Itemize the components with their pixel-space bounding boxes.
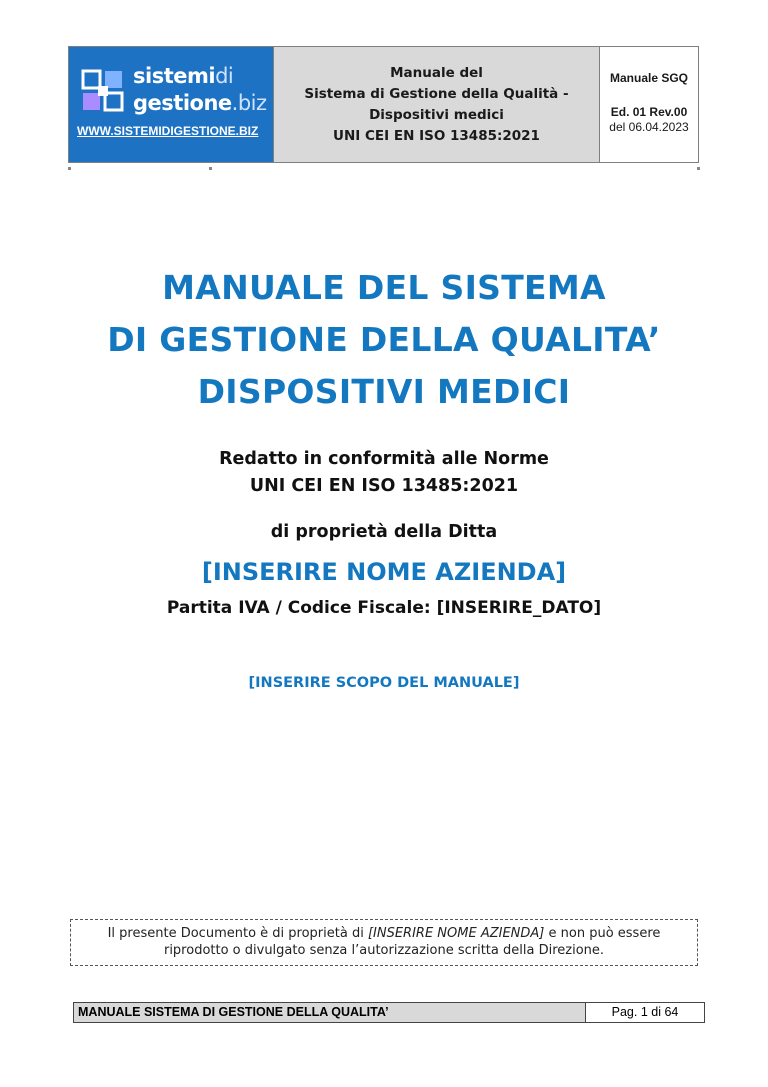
main-title-line: DI GESTIONE DELLA QUALITA’: [107, 320, 661, 359]
notice-line-2: riprodotto o divulgato senza l’autorizzazione scritta della Direzione.: [163, 943, 605, 958]
conformity-standard: UNI CEI EN ISO 13485:2021: [249, 476, 519, 496]
logo-wordmark-top: [133, 64, 233, 88]
revision-date: del 06.04.2023: [609, 120, 689, 134]
notice-text: e non può essere: [544, 926, 661, 941]
header-meta: [600, 47, 698, 162]
header-tick-mark: [209, 167, 212, 170]
main-title-line: MANUALE DEL SISTEMA: [162, 268, 606, 307]
page-footer: [73, 1002, 705, 1023]
main-title: [0, 262, 768, 418]
notice-line-1: [71, 925, 697, 942]
doc-code: Manuale SGQ: [609, 71, 689, 85]
manual-scope-placeholder: [INSERIRE SCOPO DEL MANUALE]: [248, 675, 520, 691]
ownership-label: di proprietà della Ditta: [270, 522, 498, 542]
header-title-line: Dispositivi medici: [369, 106, 504, 123]
logo-url-link[interactable]: WWW.SISTEMIDIGESTIONE.BIZ: [77, 124, 259, 138]
logo-panel: [69, 47, 274, 162]
notice-company-placeholder: [INSERIRE NOME AZIENDA]: [367, 926, 545, 941]
vat-code-line: Partita IVA / Codice Fiscale: [INSERIRE_DATO]: [166, 598, 602, 618]
header-tick-mark: [68, 167, 71, 170]
header-title-line: Manuale del: [390, 64, 483, 81]
logo-icon: [81, 69, 125, 113]
logo-word1-thin: di: [215, 64, 234, 88]
notice-text: Il presente Documento è di proprietà di: [107, 926, 368, 941]
document-header: [68, 46, 699, 163]
edition: Ed. 01 Rev.00: [610, 105, 688, 119]
logo-word2-thin: .biz: [231, 91, 267, 115]
header-title-line: Sistema di Gestione della Qualità -: [304, 85, 569, 102]
conformity-line: Redatto in conformità alle Norme: [219, 449, 549, 469]
company-name-placeholder: [INSERIRE NOME AZIENDA]: [201, 558, 567, 586]
footer-title: MANUALE SISTEMA DI GESTIONE DELLA QUALITA’: [74, 1003, 586, 1022]
page-number: Pag. 1 di 64: [611, 1005, 679, 1019]
header-title: [274, 47, 600, 162]
header-tick-mark: [697, 167, 700, 170]
conformity-statement: [0, 446, 768, 500]
ownership-notice: [70, 919, 698, 966]
main-title-line: DISPOSITIVI MEDICI: [197, 372, 571, 411]
logo-word1-bold: sistemi: [133, 64, 216, 88]
logo-wordmark-bottom: [133, 91, 267, 115]
header-title-line: UNI CEI EN ISO 13485:2021: [333, 127, 540, 144]
logo-word2-bold: gestione: [133, 91, 232, 115]
